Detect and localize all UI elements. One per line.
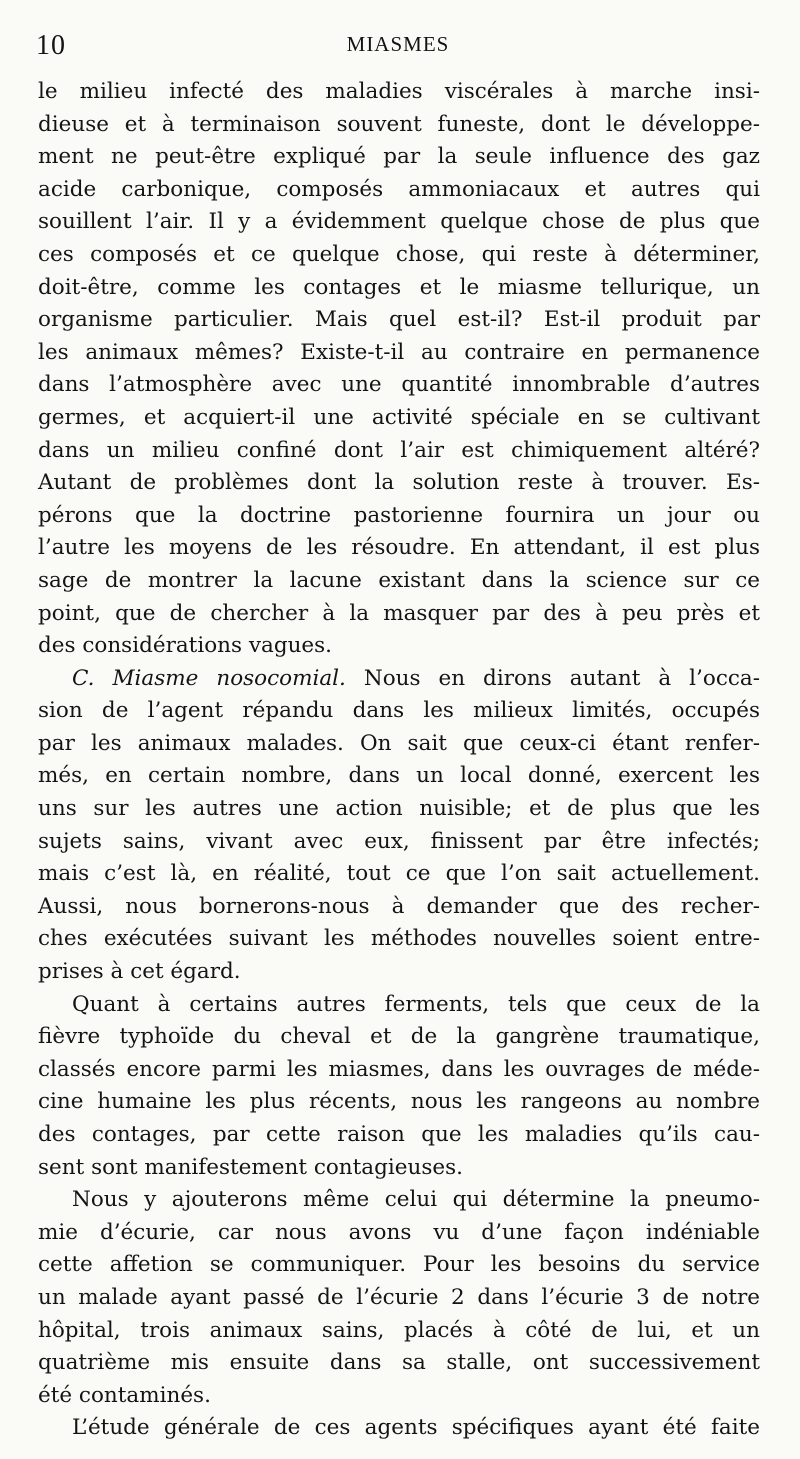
text-line [38,141,760,174]
section-heading: C. Miasme nosocomial. [72,665,346,691]
text-line [38,826,760,859]
page-number: 10 [36,30,66,61]
line-text: mais c’est là, en réalité, tout ce que l’on sait actuellement. [38,861,760,887]
text-line [38,337,760,370]
text-line [38,1054,760,1087]
text-line [38,760,760,793]
text-line [38,956,760,989]
text-line [38,500,760,533]
text-line [38,1412,760,1445]
line-text: mie d’écurie, car nous avons vu d’une façon indéniable [38,1219,760,1245]
line-text: Aussi, nous bornerons-nous à demander que des recher- [38,893,760,919]
text-line [38,923,760,956]
text-line [38,402,760,435]
line-text: dieuse et à terminaison souvent funeste, dont le développe- [38,111,760,137]
line-text: doit-être, comme les contages et le miasme tellurique, un [38,274,760,300]
line-text: organisme particulier. Mais quel est-il? Est-il produit par [38,307,760,333]
line-text: sent sont manifestement contagieuses. [38,1154,463,1180]
text-line [38,598,760,631]
text-line [38,1282,760,1315]
text-line [38,304,760,337]
line-text: Autant de problèmes dont la solution reste à trouver. Es- [38,470,760,496]
line-text: germes, et acquiert-il une activité spéciale en se cultivant [38,404,760,430]
line-text: fièvre typhoïde du cheval et de la gangrène traumatique, [38,1024,760,1050]
line-text: des contages, par cette raison que les maladies qu’ils cau- [38,1122,760,1147]
text-line [38,1119,760,1152]
line-text: les animaux mêmes? Existe-t-il au contraire en permanence [38,339,760,365]
text-line [38,1380,760,1413]
line-text: Quant à certains autres ferments, tels que ceux de la [72,991,760,1017]
text-line [38,565,760,598]
text-line [38,695,760,728]
text-line [38,76,760,109]
line-text: sage de montrer la lacune existant dans la science sur ce [38,567,760,593]
line-text: uns sur les autres une action nuisible; et de plus que les [38,796,760,822]
line-text: un malade ayant passé de l’écurie 2 dans l’écurie 3 de notre [38,1284,760,1310]
line-text: Nous y ajouterons même celui qui détermine la pneumo- [72,1187,760,1213]
running-title: MIASMES [346,32,450,56]
body-text [38,76,760,1445]
line-text: dans un milieu confiné dont l’air est chimiquement altéré? [38,437,760,463]
line-text: acide carbonique, composés ammoniacaux et autres qui [38,176,760,202]
text-line [38,630,760,663]
line-text: Nous en dirons autant à l’occa- [345,665,760,691]
text-line [38,1249,760,1282]
text-line [38,1021,760,1054]
line-text: ches exécutées suivant les méthodes nouvelles soient entre- [38,926,760,952]
text-line [38,1347,760,1380]
line-text: cette affetion se communiquer. Pour les besoins du service [38,1252,760,1278]
line-text: sion de l’agent répandu dans les milieux limités, occupés [38,698,760,724]
line-text: quatrième mis ensuite dans sa stalle, ont successivement [38,1350,760,1376]
line-text: souillent l’air. Il y a évidemment quelque chose de plus que [38,209,760,235]
text-line [38,728,760,761]
text-line [38,174,760,207]
text-line [38,239,760,272]
text-line [38,467,760,500]
text-line [38,793,760,826]
line-text: pérons que la doctrine pastorienne fournira un jour ou [38,502,760,528]
text-line [38,369,760,402]
text-line [38,272,760,305]
line-text: més, en certain nombre, dans un local donné, exercent les [38,763,760,789]
line-text: classés encore parmi les miasmes, dans les ouvrages de méde- [38,1056,760,1082]
text-line [38,1086,760,1119]
text-line [38,109,760,142]
line-text: hôpital, trois animaux sains, placés à côté de lui, et un [38,1317,760,1343]
line-text: l’autre les moyens de les résoudre. En attendant, il est plus [38,535,760,561]
text-line [38,1315,760,1348]
text-line [38,858,760,891]
text-line [38,532,760,565]
text-line [38,206,760,239]
line-text: dans l’atmosphère avec une quantité innombrable d’autres [38,372,760,398]
text-line [38,663,760,696]
line-text: cine humaine les plus récents, nous les rangeons au nombre [38,1089,760,1115]
text-line [38,891,760,924]
line-text: été contaminés. [38,1382,211,1408]
line-text: ment ne peut-être expliqué par la seule influence des gaz [38,144,760,170]
text-line [38,1217,760,1250]
text-line [38,435,760,468]
running-head [36,30,760,66]
line-text: ces composés et ce quelque chose, qui reste à déterminer, [38,241,760,267]
line-text: le milieu infecté des maladies viscérales à marche insi- [38,79,760,104]
line-text: prises à cet égard. [38,959,241,985]
line-text: point, que de chercher à la masquer par des à peu près et [38,600,760,626]
text-line [38,1184,760,1217]
text-line [38,1152,760,1185]
line-text: L’étude générale de ces agents spécifiques ayant été faite [72,1415,760,1441]
text-line [38,989,760,1022]
line-text: sujets sains, vivant avec eux, finissent par être infectés; [38,828,760,854]
line-text: par les animaux malades. On sait que ceux-ci étant renfer- [38,730,760,756]
line-text: des considérations vagues. [38,633,333,659]
